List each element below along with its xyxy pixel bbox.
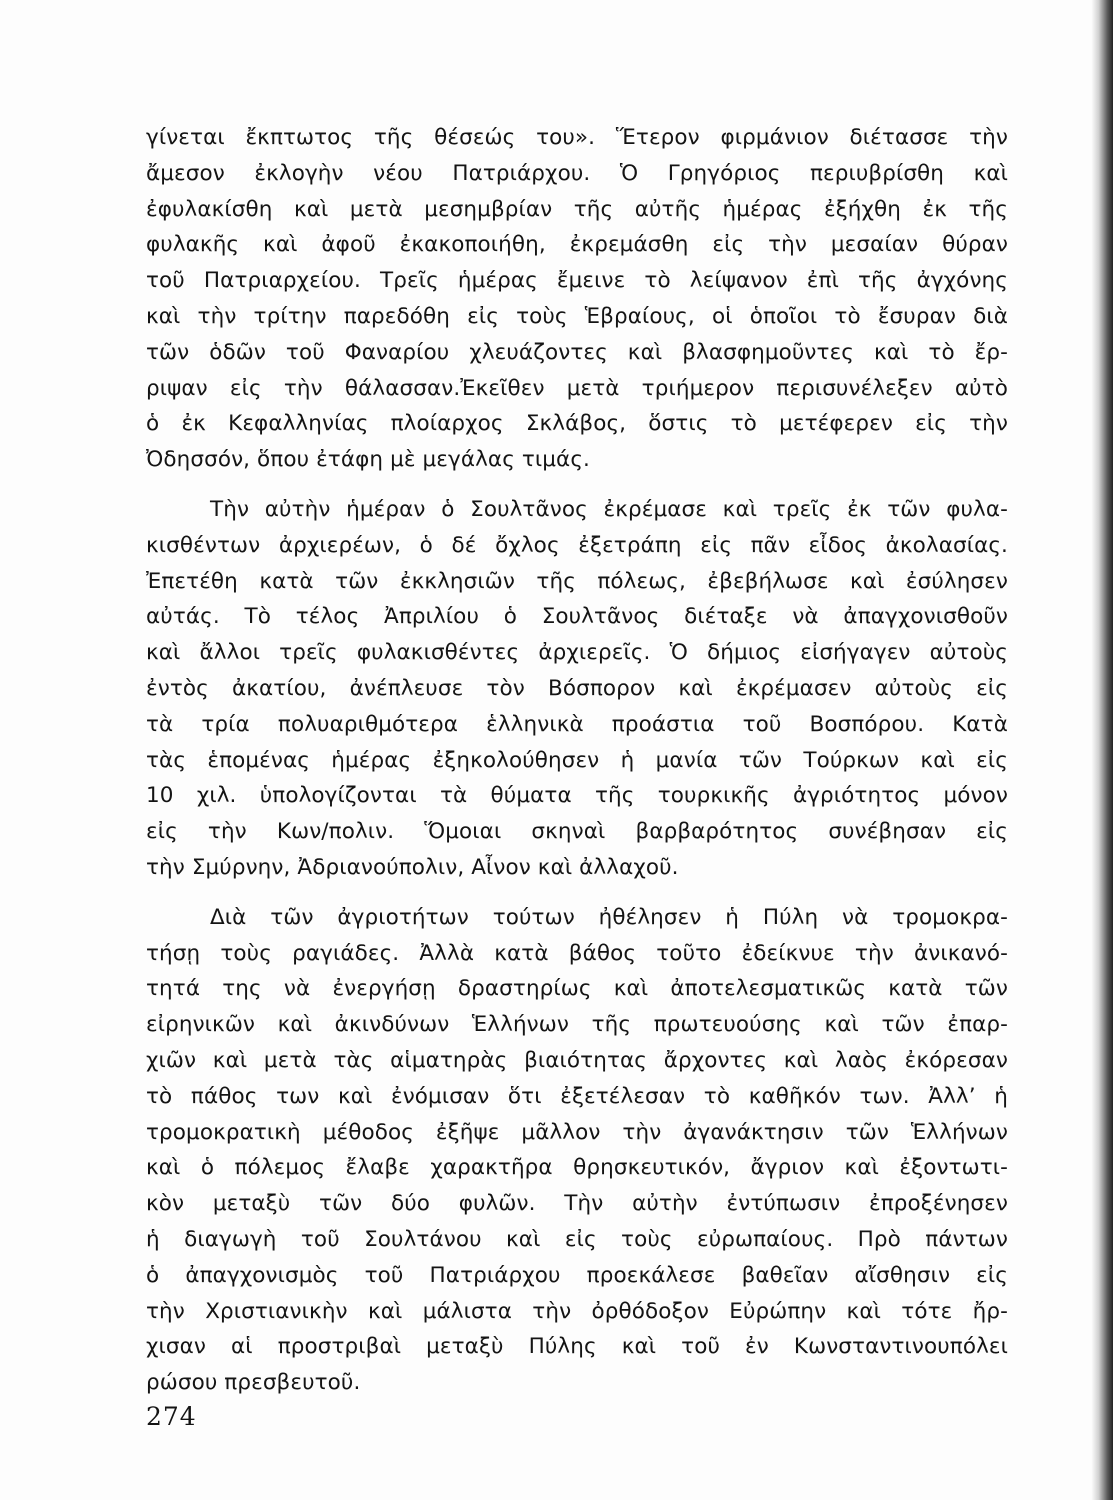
text-line: τρομοκρατικὴ μέθοδος ἐξῆψε μᾶλλον τὴν ἀγανάκτησιν τῶν Ἑλλήνων: [146, 1119, 1008, 1145]
text-line: γίνεται ἔκπτωτος τῆς θέσεώς του». Ἕτερον φιρμάνιον διέτασσε τὴν: [146, 125, 1008, 150]
text-line: κὸν μεταξὺ τῶν δύο φυλῶν. Τὴν αὐτὴν ἐντύπωσιν ἐπροξένησεν: [146, 1191, 1008, 1217]
text-line: τοῦ Πατριαρχείου. Τρεῖς ἡμέρας ἔμεινε τὸ λείψανον ἐπὶ τῆς ἀγχόνης: [146, 268, 1008, 294]
text-line: Ἐπετέθη κατὰ τῶν ἐκκλησιῶν τῆς πόλεως, ἐβεβήλωσε καὶ ἐσύλησεν: [146, 568, 1008, 594]
page-number: 274: [146, 1402, 197, 1431]
text-line: ἡ διαγωγὴ τοῦ Σουλτάνου καὶ εἰς τοὺς εὐρωπαίους. Πρὸ πάντων: [146, 1226, 1008, 1252]
text-line: εἰς τὴν Κων/πολιν. Ὅμοιαι σκηναὶ βαρβαρότητος συνέβησαν εἰς: [146, 819, 1008, 845]
text-line: 10 χιλ. ὑπολογίζονται τὰ θύματα τῆς τουρκικῆς ἀγριότητος μόνον: [146, 783, 1008, 809]
text-line: ὁ ἐκ Κεφαλληνίας πλοίαρχος Σκλάβος, ὅστις τὸ μετέφερεν εἰς τὴν: [146, 411, 1008, 437]
text-line: ἄμεσον ἐκλογὴν νέου Πατριάρχου. Ὁ Γρηγόριος περιυβρίσθη καὶ: [146, 160, 1008, 186]
text-line: τὴν Σμύρνην, Ἀδριανούπολιν, Αἶνον καὶ ἀλλαχοῦ.: [146, 854, 679, 880]
text-line: ἐντὸς ἀκατίου, ἀνέπλευσε τὸν Βόσπορον καὶ ἐκρέμασεν αὐτοὺς εἰς: [146, 675, 1008, 701]
binding-edge: [1091, 0, 1113, 1500]
text-line: ἐφυλακίσθη καὶ μετὰ μεσημβρίαν τῆς αὐτῆς ἡμέρας ἐξήχθη ἐκ τῆς: [146, 196, 1008, 222]
text-line: ὁ ἀπαγχονισμὸς τοῦ Πατριάρχου προεκάλεσε βαθεῖαν αἴσθησιν εἰς: [146, 1262, 1008, 1288]
text-line: καὶ ὁ πόλεμος ἔλαβε χαρακτῆρα θρησκευτικόν, ἄγριον καὶ ἐξοντωτι-: [146, 1155, 1008, 1181]
text-line: αὐτάς. Τὸ τέλος Ἀπριλίου ὁ Σουλτᾶνος διέταξε νὰ ἀπαγχονισθοῦν: [146, 604, 1008, 630]
text-line: ρώσου πρεσβευτοῦ.: [146, 1370, 361, 1396]
text-line: τὰς ἑπομένας ἡμέρας ἐξηκολούθησεν ἡ μανία τῶν Τούρκων καὶ εἰς: [146, 747, 1008, 773]
text-line: τήσῃ τοὺς ραγιάδες. Ἀλλὰ κατὰ βάθος τοῦτο ἐδείκνυε τὴν ἀνικανό-: [146, 940, 1008, 966]
text-line: τὸ πάθος των καὶ ἐνόμισαν ὅτι ἐξετέλεσαν τὸ καθῆκόν των. Ἀλλ’ ἡ: [146, 1083, 1008, 1109]
text-line: Τὴν αὐτὴν ἡμέραν ὁ Σουλτᾶνος ἐκρέμασε καὶ τρεῖς ἐκ τῶν φυλα-: [210, 496, 1008, 522]
text-line: τῶν ὁδῶν τοῦ Φαναρίου χλευάζοντες καὶ βλασφημοῦντες καὶ τὸ ἔρ-: [146, 339, 1008, 365]
text-line: Διὰ τῶν ἀγριοτήτων τούτων ἠθέλησεν ἡ Πύλη νὰ τρομοκρα-: [210, 904, 1008, 930]
paragraph-gap: [146, 886, 1008, 900]
paragraph-2: [146, 492, 1008, 886]
paragraph-3: [146, 900, 1008, 1401]
paragraph-gap: [146, 478, 1008, 492]
text-line: τητά της νὰ ἐνεργήσῃ δραστηρίως καὶ ἀποτελεσματικῶς κατὰ τῶν: [146, 976, 1008, 1002]
text-line: χισαν αἱ προστριβαὶ μεταξὺ Πύλης καὶ τοῦ ἐν Κωνσταντινουπόλει: [146, 1334, 1008, 1360]
text-line: χιῶν καὶ μετὰ τὰς αἱματηρὰς βιαιότητας ἄρχοντες καὶ λαὸς ἐκόρεσαν: [146, 1047, 1008, 1073]
text-line: κισθέντων ἀρχιερέων, ὁ δέ ὄχλος ἐξετράπη εἰς πᾶν εἶδος ἀκολασίας.: [146, 532, 1008, 558]
paragraph-1: [146, 120, 1008, 478]
text-line: ριψαν εἰς τὴν θάλασσαν.Ἐκεῖθεν μετὰ τριήμερον περισυνέλεξεν αὐτὸ: [146, 375, 1008, 401]
text-line: εἰρηνικῶν καὶ ἀκινδύνων Ἑλλήνων τῆς πρωτευούσης καὶ τῶν ἐπαρ-: [146, 1012, 1008, 1038]
text-line: τὰ τρία πολυαριθμότερα ἑλληνικὰ προάστια τοῦ Βοσπόρου. Κατὰ: [146, 711, 1008, 737]
text-line: καὶ τὴν τρίτην παρεδόθη εἰς τοὺς Ἑβραίους, οἱ ὁποῖοι τὸ ἔσυραν διὰ: [146, 303, 1008, 329]
text-line: τὴν Χριστιανικὴν καὶ μάλιστα τὴν ὀρθόδοξον Εὐρώπην καὶ τότε ἤρ-: [146, 1298, 1008, 1324]
text-line: φυλακῆς καὶ ἀφοῦ ἐκακοποιήθη, ἐκρεμάσθη εἰς τὴν μεσαίαν θύραν: [146, 232, 1008, 258]
text-line: καὶ ἄλλοι τρεῖς φυλακισθέντες ἀρχιερεῖς. Ὁ δήμιος εἰσήγαγεν αὐτοὺς: [146, 640, 1008, 666]
body-text: [146, 120, 1008, 1401]
text-line: Ὀδησσόν, ὅπου ἐτάφη μὲ μεγάλας τιμάς.: [146, 447, 590, 473]
